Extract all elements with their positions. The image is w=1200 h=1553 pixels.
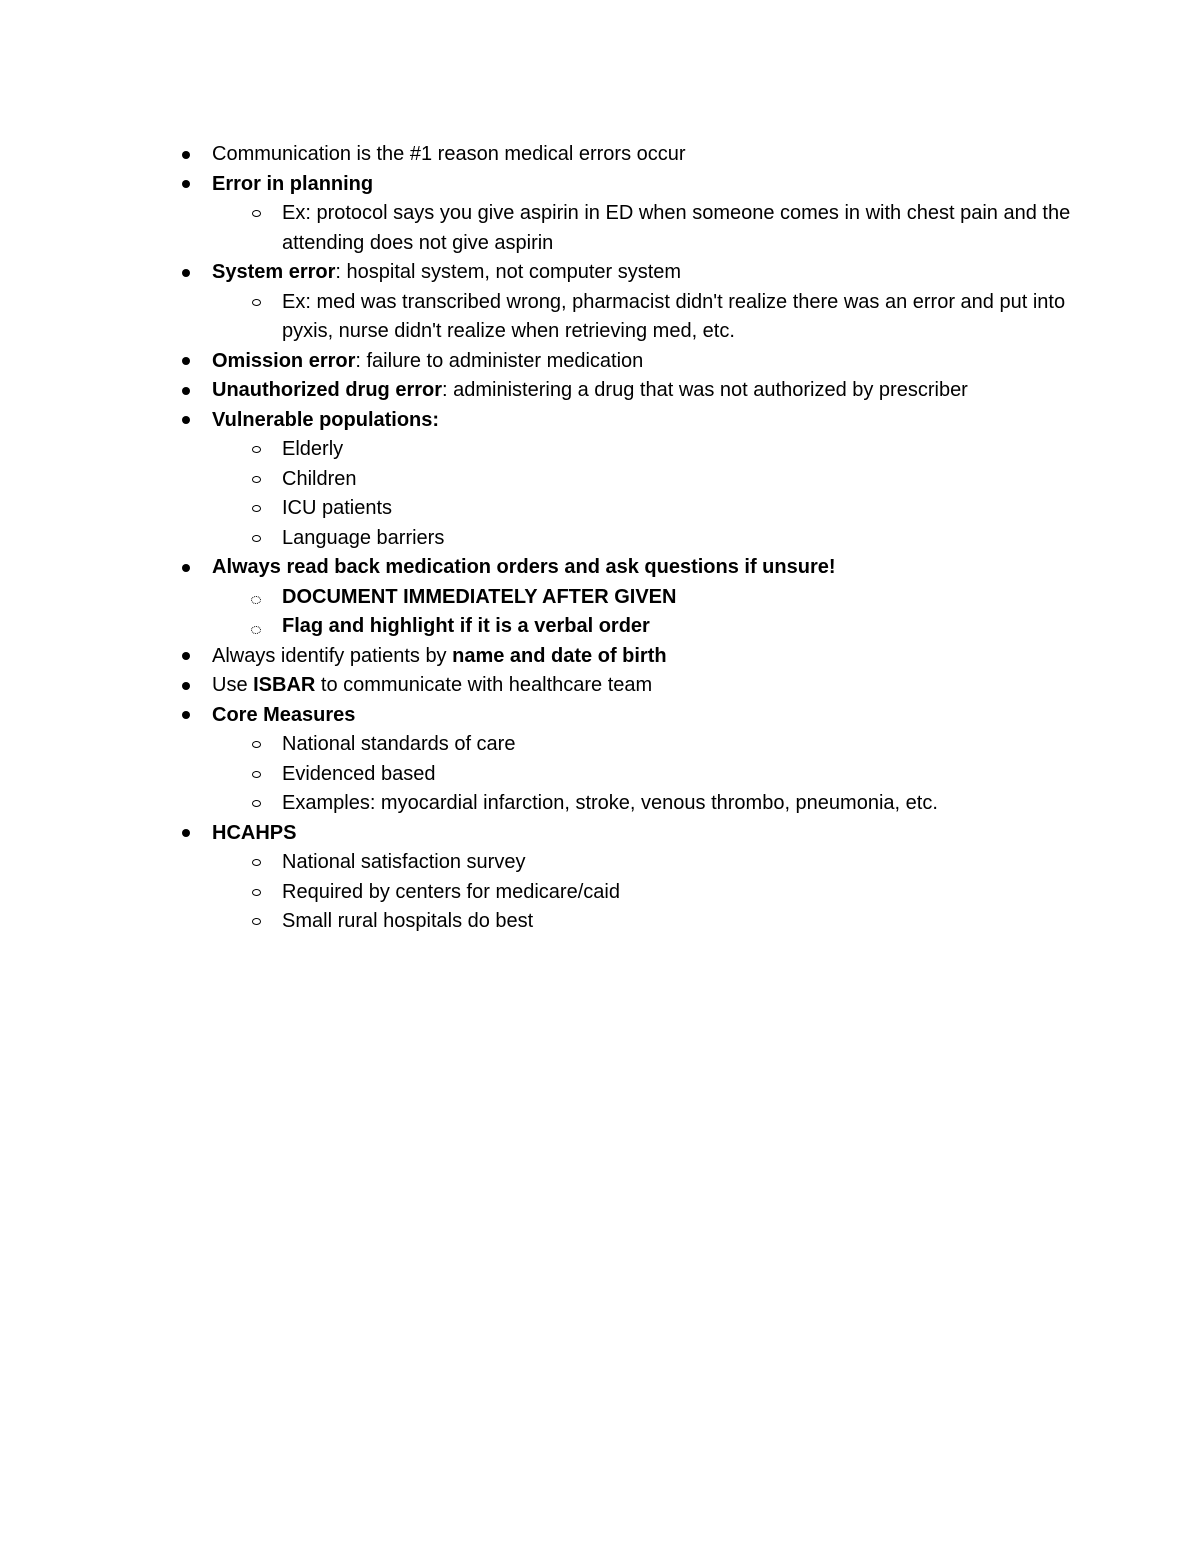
sub-list-item (282, 878, 1072, 908)
bullet-circle-icon (249, 789, 263, 819)
list-item-heading: Always read back medication orders and ask questions if unsure! (212, 556, 836, 578)
bullet-disc-icon (179, 347, 193, 377)
list-item-text: to communicate with healthcare team (315, 674, 653, 696)
bullet-circle-icon (249, 465, 263, 495)
bullet-disc-icon (179, 376, 193, 406)
list-item-text: ICU patients (282, 497, 393, 519)
bullet-circle-icon (249, 288, 263, 318)
list-item (212, 140, 1072, 170)
list-item-text: Small rural hospitals do best (282, 910, 534, 932)
bullet-disc-icon (179, 701, 193, 731)
bullet-disc-icon (179, 170, 193, 200)
sub-list-item (282, 789, 1072, 819)
list-item (212, 258, 1072, 288)
sub-list-item (282, 907, 1072, 937)
list-item-text: Required by centers for medicare/caid (282, 880, 620, 903)
bullet-circle-icon (249, 199, 263, 229)
list-item-text: Language barriers (282, 526, 445, 549)
bullet-dotted-circle-icon (249, 612, 263, 642)
bullet-circle-icon (249, 848, 263, 878)
sub-list-item (282, 524, 1072, 554)
list-item (212, 553, 1072, 583)
list-item (212, 406, 1072, 436)
list-item-text: Elderly (282, 438, 344, 460)
list-item-emphasis: ISBAR (253, 674, 316, 696)
bullet-circle-icon (249, 435, 263, 465)
list-item-text: Use (212, 674, 254, 696)
list-item-heading: Omission error (212, 349, 356, 372)
bullet-disc-icon (179, 819, 193, 849)
list-item (212, 642, 1072, 672)
bullet-disc-icon (179, 406, 193, 436)
list-item-text: Evidenced based (282, 762, 436, 785)
sub-list-item (282, 612, 1072, 642)
bullet-circle-icon (249, 494, 263, 524)
list-item-text: Flag and highlight if it is a verbal order (282, 615, 650, 637)
sub-list-item (282, 199, 1072, 258)
list-item-heading: HCAHPS (212, 821, 297, 844)
list-item-text: Ex: med was transcribed wrong, pharmacist didn't realize there was an error and put into pyxis, nurse didn't realize when retrieving med, etc. (282, 290, 1066, 342)
sub-list-item (282, 730, 1072, 760)
sub-list-item (282, 760, 1072, 790)
sub-list-item (282, 288, 1072, 347)
list-item-heading: Vulnerable populations: (212, 408, 440, 431)
list-item-text: : administering a drug that was not authorized by prescriber (442, 379, 968, 401)
list-item (212, 347, 1072, 377)
bullet-circle-icon (249, 760, 263, 790)
list-item-heading: Core Measures (212, 703, 356, 726)
list-item-text: Communication is the #1 reason medical errors occur (212, 143, 686, 165)
list-item-text: Always identify patients by (212, 644, 453, 667)
list-item-text: Children (282, 467, 357, 490)
list-item-text: Examples: myocardial infarction, stroke, venous thrombo, pneumonia, etc. (282, 792, 938, 814)
bullet-disc-icon (179, 671, 193, 701)
list-item-text: National satisfaction survey (282, 851, 526, 873)
bullet-disc-icon (179, 553, 193, 583)
bullet-circle-icon (249, 730, 263, 760)
sub-list-item (282, 583, 1072, 613)
bullet-disc-icon (179, 140, 193, 170)
list-item-text: : hospital system, not computer system (335, 261, 682, 283)
list-item-text: National standards of care (282, 733, 516, 755)
sub-list-item (282, 465, 1072, 495)
bullet-disc-icon (179, 258, 193, 288)
list-item-heading: System error (212, 261, 336, 283)
sub-list-item (282, 435, 1072, 465)
bullet-circle-icon (249, 524, 263, 554)
list-item-text: DOCUMENT IMMEDIATELY AFTER GIVEN (282, 585, 677, 608)
list-item-heading: Unauthorized drug error (212, 379, 443, 401)
list-item (212, 170, 1072, 200)
bullet-circle-icon (249, 878, 263, 908)
list-item (212, 819, 1072, 849)
sub-list-item (282, 848, 1072, 878)
list-item (212, 671, 1072, 701)
list-item-text: Ex: protocol says you give aspirin in ED when someone comes in with chest pain and the attending does not give aspirin (282, 202, 1071, 254)
list-item (212, 376, 1072, 406)
bullet-list (212, 140, 1072, 937)
bullet-circle-icon (249, 907, 263, 937)
bullet-dotted-circle-icon (249, 583, 263, 613)
list-item-heading: Error in planning (212, 172, 374, 195)
sub-list-item (282, 494, 1072, 524)
bullet-disc-icon (179, 642, 193, 672)
list-item-text: : failure to administer medication (355, 349, 644, 372)
list-item (212, 701, 1072, 731)
list-item-emphasis: name and date of birth (452, 644, 667, 667)
